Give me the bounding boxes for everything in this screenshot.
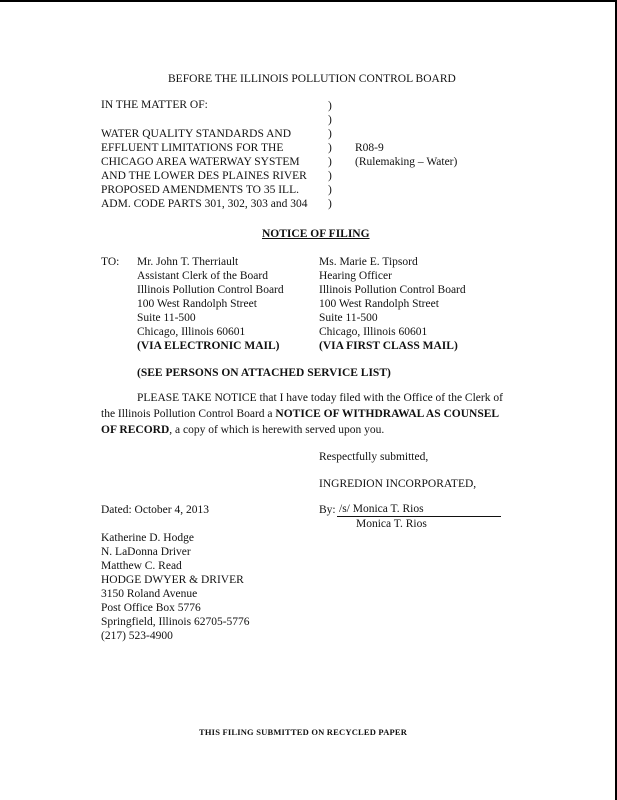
board-header: BEFORE THE ILLINOIS POLLUTION CONTROL BOARD [168, 73, 456, 85]
recipient-name: Mr. John T. Therriault [137, 256, 239, 268]
counsel-line: Springfield, Illinois 62705-5776 [101, 616, 250, 628]
signer-name: Monica T. Rios [356, 518, 427, 530]
caption-parentheses [328, 99, 332, 211]
counsel-line: (217) 523-4900 [101, 630, 173, 642]
paren: ) [328, 156, 332, 168]
by-label: By: [319, 504, 336, 516]
caption-block [101, 127, 308, 211]
paren: ) [328, 198, 332, 210]
recipient-city: Chicago, Illinois 60601 [137, 326, 246, 338]
in-the-matter-label: IN THE MATTER OF: [101, 99, 208, 111]
body-line [101, 422, 531, 438]
date-line: Dated: October 4, 2013 [101, 504, 209, 516]
of-record-text: OF RECORD [101, 424, 170, 436]
caption-line: EFFLUENT LIMITATIONS FOR THE [101, 142, 284, 154]
counsel-line: Post Office Box 5776 [101, 602, 201, 614]
body-text: , a copy of which is herewith served upon you. [169, 424, 385, 436]
withdrawal-notice-title: NOTICE OF WITHDRAWAL AS COUNSEL [275, 408, 500, 420]
recipient-delivery: (VIA ELECTRONIC MAIL) [137, 340, 280, 352]
recipient-suite: Suite 11-500 [319, 312, 378, 324]
notice-body [101, 390, 531, 438]
counsel-line: 3150 Roland Avenue [101, 588, 198, 600]
counsel-block [101, 531, 250, 643]
paren: ) [328, 114, 332, 126]
signature-text: /s/ Monica T. Rios [339, 503, 424, 515]
case-type: (Rulemaking – Water) [355, 156, 458, 168]
to-label: TO: [101, 256, 120, 268]
service-list-note: (SEE PERSONS ON ATTACHED SERVICE LIST) [137, 367, 391, 379]
recipient-title: Assistant Clerk of the Board [137, 270, 268, 282]
recipient-street: 100 West Randolph Street [319, 298, 439, 310]
recipient-org: Illinois Pollution Control Board [319, 284, 466, 296]
paren: ) [328, 170, 332, 182]
paren: ) [328, 100, 332, 112]
caption-line: PROPOSED AMENDMENTS TO 35 ILL. [101, 184, 299, 196]
counsel-line: HODGE DWYER & DRIVER [101, 574, 244, 586]
recipient-org: Illinois Pollution Control Board [137, 284, 284, 296]
caption-line: WATER QUALITY STANDARDS AND [101, 128, 291, 140]
paren: ) [328, 184, 332, 196]
case-number: R08-9 [355, 142, 384, 154]
company-name: INGREDION INCORPORATED, [319, 478, 477, 490]
caption-line: AND THE LOWER DES PLAINES RIVER [101, 170, 307, 182]
respectfully-submitted: Respectfully submitted, [319, 451, 429, 463]
recipient-city: Chicago, Illinois 60601 [319, 326, 428, 338]
counsel-line: N. LaDonna Driver [101, 546, 191, 558]
notice-title: NOTICE OF FILING [262, 228, 370, 240]
scan-edge-top [0, 0, 617, 2]
caption-line: ADM. CODE PARTS 301, 302, 303 and 304 [101, 198, 308, 210]
counsel-line: Matthew C. Read [101, 560, 182, 572]
body-line [101, 406, 531, 422]
body-text: the Illinois Pollution Control Board a [101, 408, 276, 420]
paren: ) [328, 128, 332, 140]
body-line: PLEASE TAKE NOTICE that I have today filed with the Office of the Clerk of [137, 392, 503, 404]
recipient-delivery: (VIA FIRST CLASS MAIL) [319, 340, 458, 352]
recipient-title: Hearing Officer [319, 270, 392, 282]
recipient-name: Ms. Marie E. Tipsord [319, 256, 418, 268]
recipient-block [137, 255, 284, 353]
counsel-line: Katherine D. Hodge [101, 532, 194, 544]
recipient-block [319, 255, 466, 353]
recipient-suite: Suite 11-500 [137, 312, 196, 324]
caption-line: CHICAGO AREA WATERWAY SYSTEM [101, 156, 300, 168]
recycled-paper-footer: THIS FILING SUBMITTED ON RECYCLED PAPER [199, 727, 408, 737]
paren: ) [328, 142, 332, 154]
recipient-street: 100 West Randolph Street [137, 298, 257, 310]
